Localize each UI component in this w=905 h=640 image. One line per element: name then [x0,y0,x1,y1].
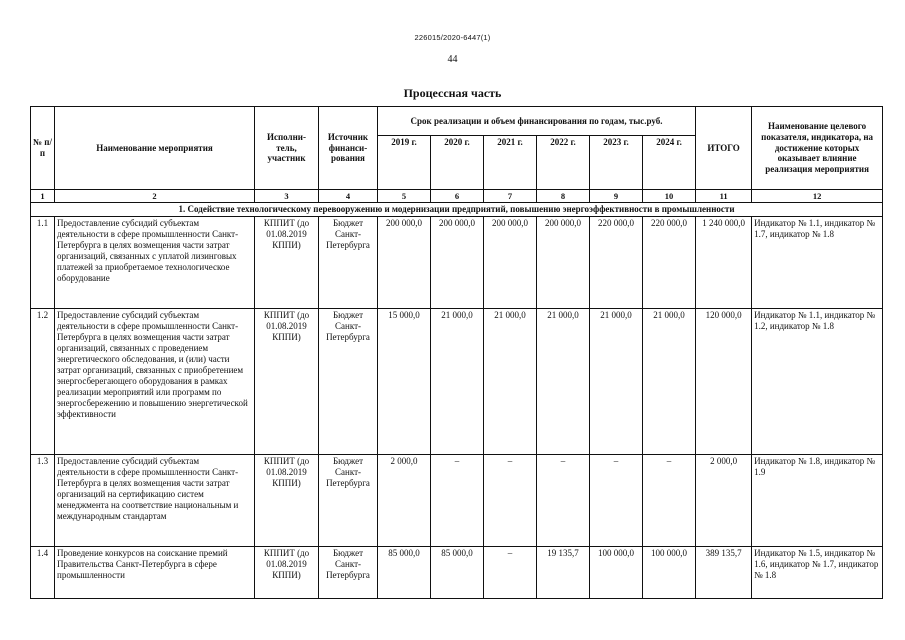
row-total: 1 240 000,0 [696,217,752,309]
header-executor: Исполни-тель, участник [255,107,319,190]
column-number: 7 [484,190,537,203]
row-y2024: – [643,455,696,547]
column-number: 9 [590,190,643,203]
column-number: 4 [319,190,378,203]
row-indicator: Индикатор № 1.8, индикатор № 1.9 [752,455,883,547]
column-numbers-row [31,190,883,203]
row-executor: КППИТ (до 01.08.2019 КППИ) [255,547,319,599]
row-y2022: 200 000,0 [537,217,590,309]
header-year-2019: 2019 г. [378,136,431,190]
column-number: 5 [378,190,431,203]
row-executor: КППИТ (до 01.08.2019 КППИ) [255,309,319,455]
column-number: 3 [255,190,319,203]
row-name: Предоставление субсидий субъектам деятельности в сфере промышленности Санкт-Петербурга в целях возмещения части затрат организаций, связанных с уплатой лизинговых платежей за приобретаемое технологическое оборудование [55,217,255,309]
row-y2024: 220 000,0 [643,217,696,309]
header-row-1 [31,107,883,136]
row-indicator: Индикатор № 1.1, индикатор № 1.2, индикатор № 1.8 [752,309,883,455]
table-row [31,455,883,547]
row-num: 1.4 [31,547,55,599]
row-y2019: 2 000,0 [378,455,431,547]
row-y2019: 200 000,0 [378,217,431,309]
header-source: Источник финанси-рования [319,107,378,190]
row-y2022: 19 135,7 [537,547,590,599]
row-y2021: – [484,455,537,547]
column-number: 10 [643,190,696,203]
row-num: 1.1 [31,217,55,309]
column-number: 12 [752,190,883,203]
column-number: 6 [431,190,484,203]
row-y2023: 100 000,0 [590,547,643,599]
row-name: Предоставление субсидий субъектам деятельности в сфере промышленности Санкт-Петербурга в целях возмещения части затрат организаций, связанных с проведением энергетического обследования, и (или) части затрат организаций, связанных с приобретением энергосберегающего оборудования в рамках реализации мероприятий или программ по энергосбережению и повышению энергетической эффективности [55,309,255,455]
row-source: Бюджет Санкт-Петербурга [319,309,378,455]
row-y2021: – [484,547,537,599]
row-num: 1.2 [31,309,55,455]
section-heading: 1. Содействие технологическому перевооружению и модернизации предприятий, повышению энергоэффективности в промышленности [31,203,883,217]
row-y2020: 21 000,0 [431,309,484,455]
header-year-2021: 2021 г. [484,136,537,190]
row-y2020: 200 000,0 [431,217,484,309]
row-y2019: 85 000,0 [378,547,431,599]
table-row [31,309,883,455]
header-name: Наименование мероприятия [55,107,255,190]
column-number: 1 [31,190,55,203]
row-total: 2 000,0 [696,455,752,547]
row-y2020: – [431,455,484,547]
row-indicator: Индикатор № 1.5, индикатор № 1.6, индикатор № 1.7, индикатор № 1.8 [752,547,883,599]
header-year-2020: 2020 г. [431,136,484,190]
header-num: № п/п [31,107,55,190]
row-source: Бюджет Санкт-Петербурга [319,217,378,309]
column-number: 8 [537,190,590,203]
row-y2023: – [590,455,643,547]
row-indicator: Индикатор № 1.1, индикатор № 1.7, индикатор № 1.8 [752,217,883,309]
row-y2023: 21 000,0 [590,309,643,455]
row-source: Бюджет Санкт-Петербурга [319,547,378,599]
row-total: 120 000,0 [696,309,752,455]
header-indicator: Наименование целевого показателя, индикатора, на достижение которых оказывает влияние реализация мероприятия [752,107,883,190]
row-total: 389 135,7 [696,547,752,599]
column-number: 2 [55,190,255,203]
row-y2021: 200 000,0 [484,217,537,309]
row-source: Бюджет Санкт-Петербурга [319,455,378,547]
header-period: Срок реализации и объем финансирования по годам, тыс.руб. [378,107,696,136]
row-y2022: – [537,455,590,547]
row-y2024: 100 000,0 [643,547,696,599]
table-row [31,217,883,309]
table-row [31,547,883,599]
page-number: 44 [447,54,458,65]
row-name: Проведение конкурсов на соискание премий Правительства Санкт-Петербурга в сфере промышленности [55,547,255,599]
row-y2020: 85 000,0 [431,547,484,599]
column-number: 11 [696,190,752,203]
row-y2023: 220 000,0 [590,217,643,309]
row-name: Предоставление субсидий субъектам деятельности в сфере промышленности Санкт-Петербурга в целях возмещения части затрат организаций на сертификацию систем менеджмента на соответствие национальным и международным стандартам [55,455,255,547]
row-executor: КППИТ (до 01.08.2019 КППИ) [255,455,319,547]
header-total: ИТОГО [696,107,752,190]
section-row [31,203,883,217]
program-table [30,106,883,599]
header-year-2022: 2022 г. [537,136,590,190]
document-id: 226015/2020-6447(1) [414,33,491,42]
header-year-2024: 2024 г. [643,136,696,190]
row-y2022: 21 000,0 [537,309,590,455]
header-year-2023: 2023 г. [590,136,643,190]
row-num: 1.3 [31,455,55,547]
row-y2021: 21 000,0 [484,309,537,455]
row-y2024: 21 000,0 [643,309,696,455]
row-y2019: 15 000,0 [378,309,431,455]
row-executor: КППИТ (до 01.08.2019 КППИ) [255,217,319,309]
page-title: Процессная часть [403,86,502,100]
